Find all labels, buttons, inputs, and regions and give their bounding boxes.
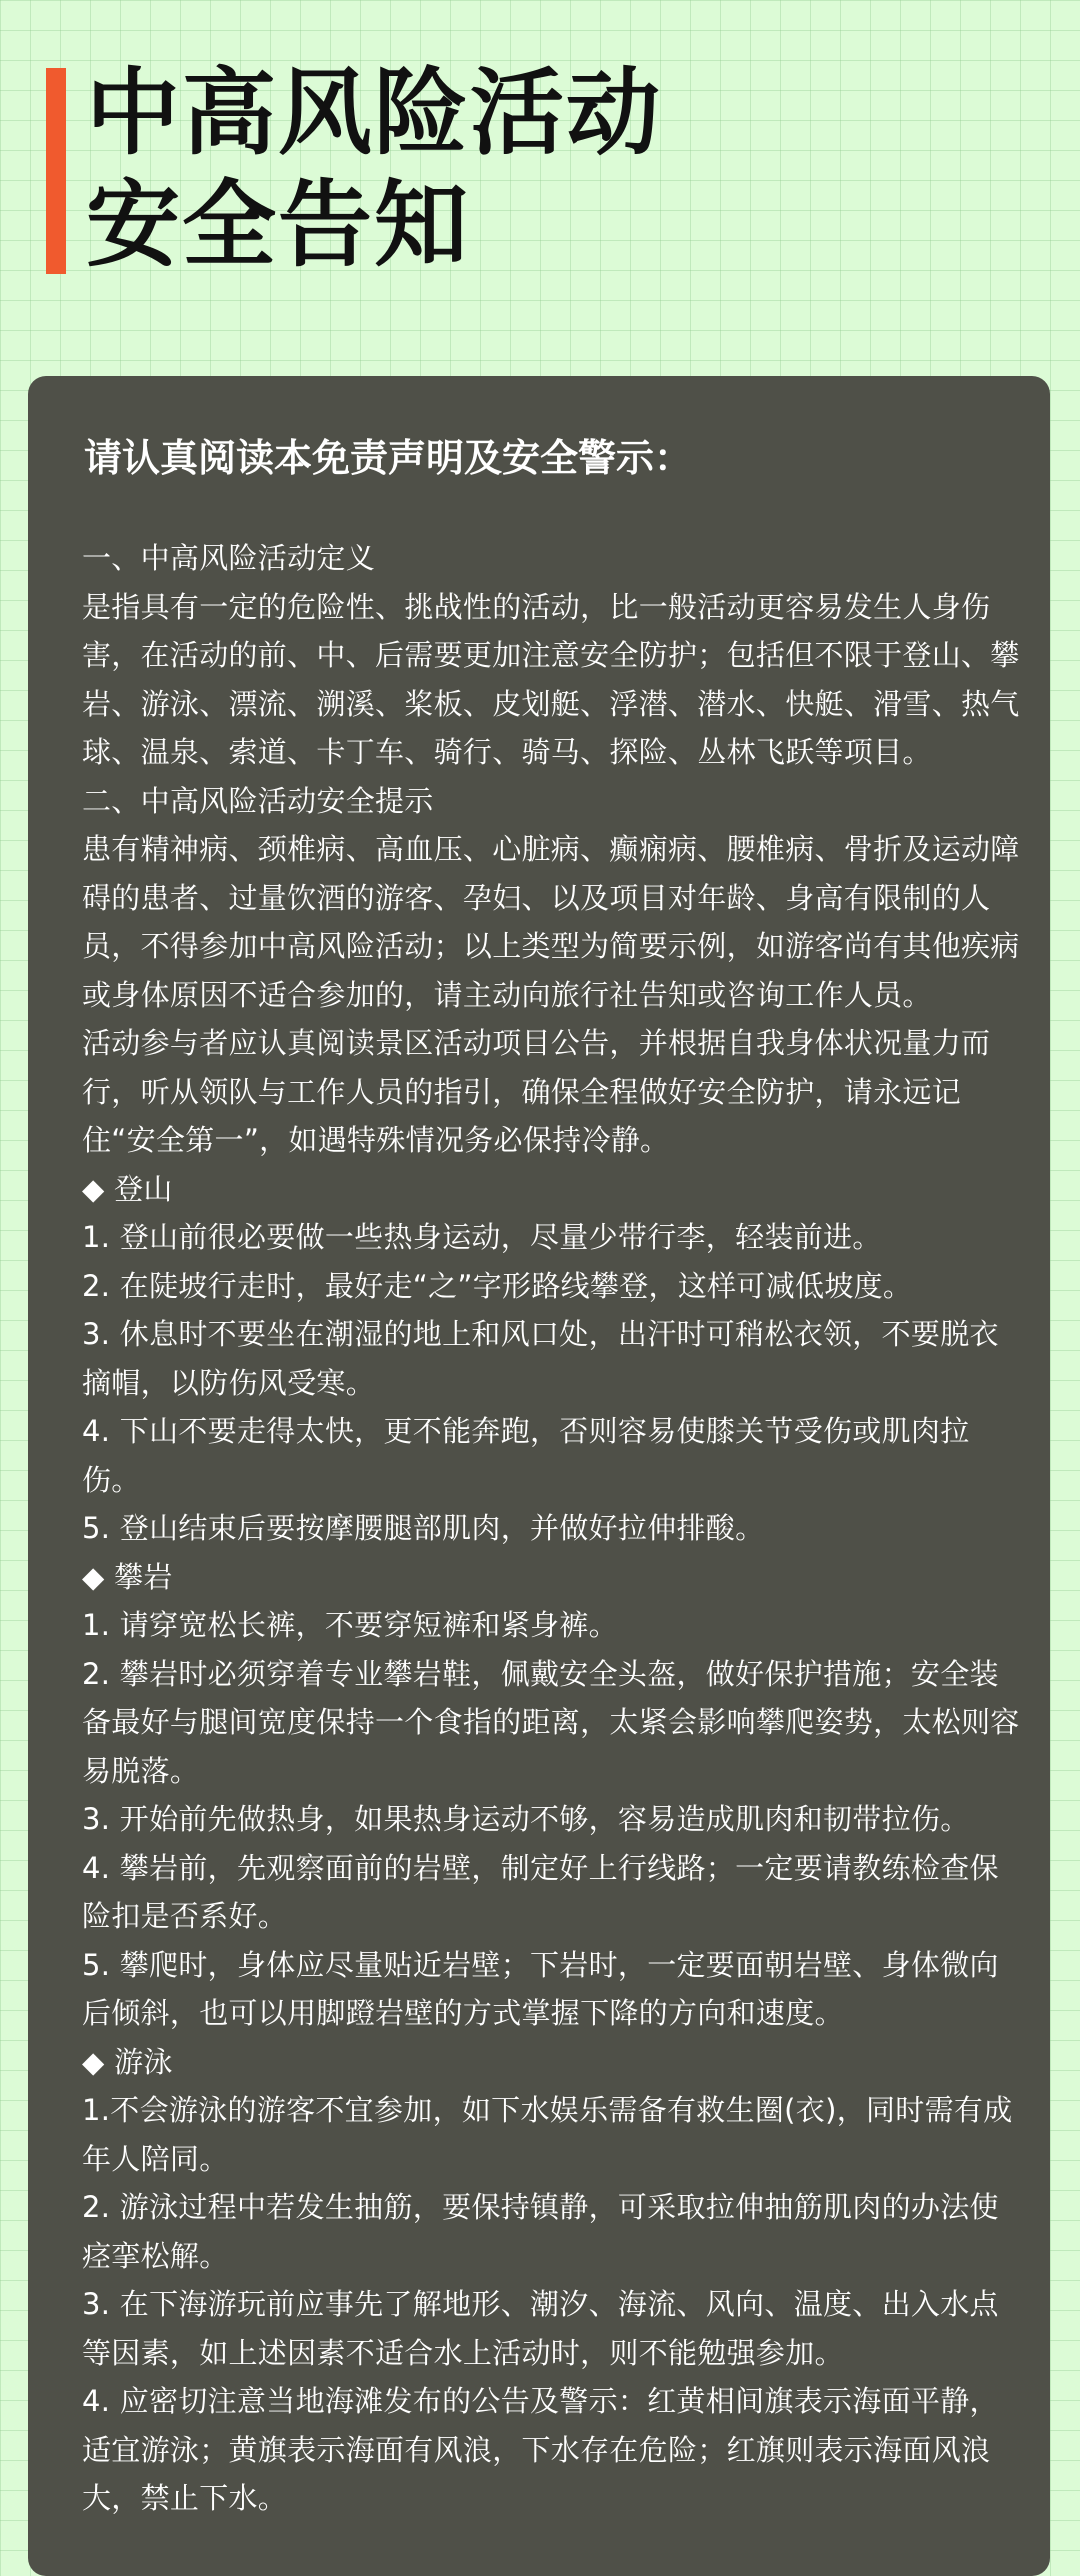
list-item: 1.不会游泳的游客不宜参加，如下水娱乐需备有救生圈(衣)，同时需有成年人陪同。 xyxy=(82,2093,1013,2176)
list-item: 2. 游泳过程中若发生抽筋，要保持镇静，可采取拉伸抽筋肌肉的办法使痉挛松解。 xyxy=(82,2190,999,2273)
list-item: 2. 攀岩时必须穿着专业攀岩鞋，佩戴安全头盔，做好保护措施；安全装备最好与腿间宽度保持一个食指的距离，太紧会影响攀爬姿势，太松则容易脱落。 xyxy=(82,1656,1020,1788)
list-item: 1. 请穿宽松长裤，不要穿短裤和紧身裤。 xyxy=(82,1608,618,1642)
list-item: 4. 下山不要走得太快，更不能奔跑，否则容易使膝关节受伤或肌肉拉伤。 xyxy=(82,1414,970,1497)
page-title xyxy=(86,58,662,282)
list-item: 3. 在下海游玩前应事先了解地形、潮汐、海流、风向、温度、出入水点等因素，如上述因素不适合水上活动时，则不能勉强参加。 xyxy=(82,2287,999,2370)
section-heading-definition: 一、中高风险活动定义 xyxy=(82,541,376,575)
list-item: 1. 登山前很必要做一些热身运动，尽量少带行李，轻装前进。 xyxy=(82,1220,882,1254)
list-item: 3. 开始前先做热身，如果热身运动不够，容易造成肌肉和韧带拉伤。 xyxy=(82,1802,970,1836)
list-item: 4. 应密切注意当地海滩发布的公告及警示：红黄相间旗表示海面平静，适宜游泳；黄旗表示海面有风浪，下水存在危险；红旗则表示海面风浪大，禁止下水。 xyxy=(82,2384,999,2515)
section-heading-tips: 二、中高风险活动安全提示 xyxy=(82,783,434,818)
paragraph-general-advice: 活动参与者应认真阅读景区活动项目公告，并根据自我身体状况量力而行，听从领队与工作人员的指引，确保全程做好安全防护，请永远记住“安全第一”，如遇特殊情况务必保持冷静。 xyxy=(82,1026,991,1157)
list-item: 5. 登山结束后要按摩腰腿部肌肉，并做好拉伸排酸。 xyxy=(82,1511,765,1545)
list-item: 3. 休息时不要坐在潮湿的地上和风口处，出汗时可稍松衣领，不要脱衣摘帽，以防伤风受寒。 xyxy=(82,1317,999,1400)
list-item: 5. 攀爬时，身体应尽量贴近岩壁；下岩时，一定要面朝岩壁、身体微向后倾斜，也可以用脚蹬岩壁的方式掌握下降的方向和速度。 xyxy=(82,1947,999,2030)
title-accent-bar xyxy=(46,68,66,274)
paragraph-definition: 是指具有一定的危险性、挑战性的活动，比一般活动更容易发生人身伤害，在活动的前、中、后需要更加注意安全防护；包括但不限于登山、攀岩、游泳、漂流、溯溪、桨板、皮划艇、浮潜、潜水、快艇、滑雪、热气球、温泉、索道、卡丁车、骑行、骑马、探险、丛林飞跃等项目。 xyxy=(82,589,1020,769)
notice-content xyxy=(82,534,1028,2523)
subheading-hiking: ◆ 登山 xyxy=(82,1171,173,1206)
notice-card xyxy=(28,376,1050,2576)
list-item: 2. 在陡坡行走时，最好走“之”字形路线攀登，这样可减低坡度。 xyxy=(82,1268,913,1303)
page-title-line-2: 安全告知 xyxy=(86,171,471,280)
subheading-swimming: ◆ 游泳 xyxy=(82,2044,173,2079)
paragraph-restrictions: 患有精神病、颈椎病、高血压、心脏病、癫痫病、腰椎病、骨折及运动障碍的患者、过量饮酒的游客、孕妇、以及项目对年龄、身高有限制的人员，不得参加中高风险活动；以上类型为简要示例，如游客尚有其他疾病或身体原因不适合参加的，请主动向旅行社告知或咨询工作人员。 xyxy=(82,832,1020,1012)
notice-heading: 请认真阅读本免责声明及安全警示： xyxy=(84,436,693,480)
subheading-climbing: ◆ 攀岩 xyxy=(82,1559,173,1594)
list-item: 4. 攀岩前，先观察面前的岩壁，制定好上行线路；一定要请教练检查保险扣是否系好。 xyxy=(82,1850,999,1933)
page-title-line-1: 中高风险活动 xyxy=(86,59,663,168)
